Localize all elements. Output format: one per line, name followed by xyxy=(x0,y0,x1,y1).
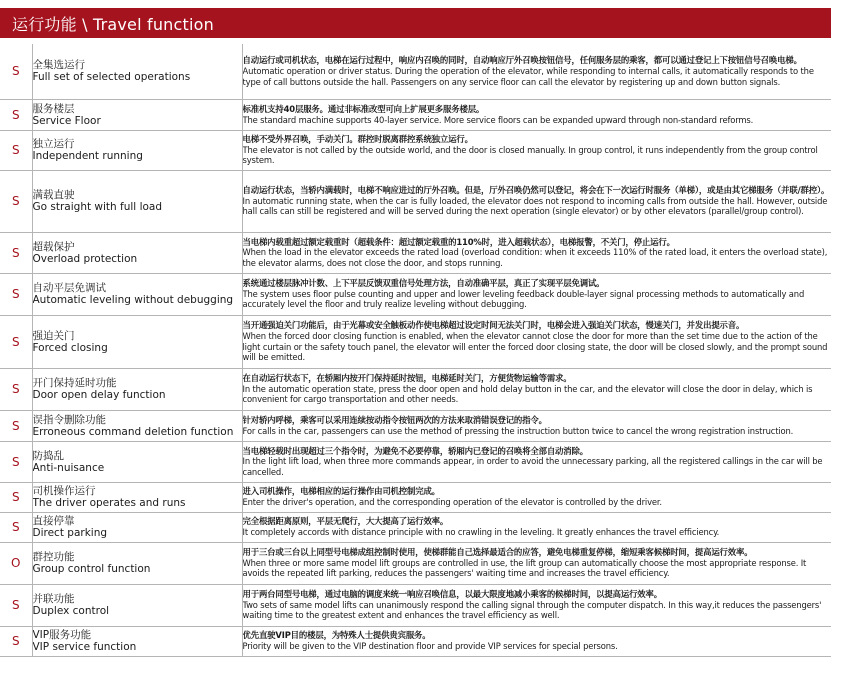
row-name xyxy=(32,368,242,410)
name-en: Service Floor xyxy=(32,114,101,127)
section-title: 运行功能 \ Travel function xyxy=(12,14,214,34)
name-en: Duplex control xyxy=(32,605,110,617)
desc-zh: 优先直驶VIP目的楼层，为特殊人士提供贵宾服务。 xyxy=(242,630,431,641)
name-en: Door open delay function xyxy=(32,389,166,401)
name-zh: 并联功能 xyxy=(32,593,75,605)
table-row xyxy=(0,512,831,542)
table-row xyxy=(0,368,831,410)
row-description xyxy=(242,542,831,584)
row-description xyxy=(242,626,831,656)
desc-zh: 自动运行或司机状态，电梯在运行过程中，响应内召唤的同时，自动响应厅外召唤按钮信号，任何服务层的乘客，都可以通过登记上下按钮信号召唤电梯。 xyxy=(242,55,802,66)
desc-zh: 在自动运行状态下，在轿厢内按开门保持延时按钮，电梯延时关门，方便货物运输等需求。 xyxy=(242,373,572,384)
desc-en: When the forced door closing function is enabled, when the elevator cannot close the door for more than the set time due to the action of the light curtain or the safety touch panel, the elevator will enter the forced door closing state, the door will be closed slowly, and the prompt sound will be emitted. xyxy=(242,330,828,363)
desc-en: When three or more same model lift groups are controlled in use, the lift group can automatically choose the most appropriate response. It avoids the repeated lift parking, reduces the passengers' waiting time and increases the travel efficiency. xyxy=(242,557,807,579)
table-row xyxy=(0,273,831,315)
name-zh: VIP服务功能 xyxy=(32,629,92,641)
name-zh: 强迫关门 xyxy=(32,329,75,342)
desc-en: Two sets of same model lifts can unanimously respond the calling signal through the computer dispatch. In this way,it reduces the passengers' waiting time to the greatest extent and enhances the travel efficiency as well. xyxy=(242,599,822,621)
row-description xyxy=(242,130,831,170)
row-code: S xyxy=(0,44,32,99)
row-description xyxy=(242,170,831,232)
row-description xyxy=(242,410,831,441)
name-zh: 服务楼层 xyxy=(32,102,75,115)
row-description xyxy=(242,99,831,130)
name-en: Full set of selected operations xyxy=(32,71,191,84)
name-zh: 开门保持延时功能 xyxy=(32,377,117,389)
row-name xyxy=(32,130,242,170)
desc-zh: 当开通强迫关门功能后，由于光幕或安全触板动作使电梯超过设定时间无法关门时，电梯会进入强迫关门状态，慢速关门，并发出提示音。 xyxy=(242,320,745,331)
row-name xyxy=(32,273,242,315)
row-name xyxy=(32,512,242,542)
desc-en: For calls in the car, passengers can use the method of pressing the instruction button twice to cancel the wrong registration instruction. xyxy=(242,425,794,436)
desc-en: When the load in the elevator exceeds the rated load (overload condition: when it exceeds 110% of the rated load, it enters the overload state), the elevator alarms, does not close the door, and stops running. xyxy=(242,247,828,268)
row-name xyxy=(32,410,242,441)
desc-zh: 当电梯轻载时出现超过三个指令时，为避免不必要停靠，轿厢内已登记的召唤将全部自动消除。 xyxy=(242,445,588,456)
row-description xyxy=(242,512,831,542)
desc-en: The system uses floor pulse counting and upper and lower leveling feedback double-layer signal processing methods to automatically and accurately level the floor and truly realize leveling without debugging. xyxy=(242,288,805,310)
table-row xyxy=(0,315,831,368)
row-code: O xyxy=(0,542,32,584)
row-description xyxy=(242,441,831,482)
row-name xyxy=(32,482,242,512)
name-zh: 防捣乱 xyxy=(32,449,64,462)
name-zh: 误指令删除功能 xyxy=(32,413,106,426)
row-name xyxy=(32,542,242,584)
name-en: Go straight with full load xyxy=(32,201,163,213)
row-code: S xyxy=(0,441,32,482)
desc-zh: 用于三台或三台以上同型号电梯成组控制时使用，使梯群能自己选择最适合的应答，避免电梯重复停梯，缩短乘客候梯时间，提高运行效率。 xyxy=(242,547,753,558)
row-description xyxy=(242,584,831,626)
row-name xyxy=(32,626,242,656)
name-zh: 直接停靠 xyxy=(32,515,75,527)
row-description xyxy=(242,315,831,368)
desc-en: Priority will be given to the VIP destination floor and provide VIP services for special persons. xyxy=(242,641,618,651)
desc-zh: 完全根据距离原则，平层无爬行，大大提高了运行效率。 xyxy=(242,516,449,527)
row-code: S xyxy=(0,99,32,130)
name-zh: 司机操作运行 xyxy=(32,485,96,497)
desc-zh: 用于两台同型号电梯，通过电脑的调度来统一响应召唤信息，以最大限度地减小乘客的候梯时间，以提高运行效率。 xyxy=(242,589,662,600)
row-code: S xyxy=(0,273,32,315)
row-name xyxy=(32,170,242,232)
table-row xyxy=(0,441,831,482)
name-zh: 满载直驶 xyxy=(32,189,75,201)
row-code: S xyxy=(0,584,32,626)
desc-en: In the automatic operation state, press the door open and hold delay button in the car, and the elevator will close the door in delay, which is convenient for cargo transportation and other needs. xyxy=(242,383,813,405)
desc-en: Enter the driver's operation, and the corresponding operation of the elevator is controlled by the driver. xyxy=(242,497,662,507)
row-name xyxy=(32,315,242,368)
name-en: Anti-nuisance xyxy=(32,461,105,474)
desc-zh: 自动运行状态，当轿内满载时，电梯不响应进过的厅外召唤。但是，厅外召唤仍然可以登记，将会在下一次运行时服务（单梯），或是由其它梯服务（并联/群控）。 xyxy=(242,185,830,196)
row-code: S xyxy=(0,512,32,542)
desc-zh: 电梯不受外界召唤，手动关门。群控时脱离群控系统独立运行。 xyxy=(242,134,473,145)
row-name xyxy=(32,44,242,99)
desc-en: The standard machine supports 40-layer service. More service floors can be expanded upward through non-standard reforms. xyxy=(242,114,754,125)
name-en: Direct parking xyxy=(32,527,108,539)
name-en: Overload protection xyxy=(32,252,138,265)
table-row xyxy=(0,99,831,130)
function-table-body xyxy=(0,44,831,656)
row-code: S xyxy=(0,315,32,368)
desc-en: The elevator is not called by the outside world, and the door is closed manually. In group control, it runs independently from the group control system. xyxy=(242,144,818,166)
name-en: VIP service function xyxy=(32,641,137,653)
name-en: The driver operates and runs xyxy=(32,497,186,509)
desc-en: In the light lift load, when three more commands appear, in order to avoid the unnecessary parking, all the registered callings in the car will be cancelled. xyxy=(242,456,823,477)
table-row xyxy=(0,130,831,170)
desc-zh: 针对轿内呼梯，乘客可以采用连续按动指令按钮两次的方法来取消错误登记的指令。 xyxy=(242,414,547,425)
row-code: S xyxy=(0,368,32,410)
name-en: Automatic leveling without debugging xyxy=(32,294,234,306)
row-name xyxy=(32,441,242,482)
table-row xyxy=(0,170,831,232)
table-row xyxy=(0,44,831,99)
desc-en: It completely accords with distance principle with no crawling in the leveling. It greatly enhances the travel efficiency. xyxy=(242,527,720,537)
name-en: Group control function xyxy=(32,563,151,575)
table-row xyxy=(0,542,831,584)
function-table xyxy=(0,44,831,657)
desc-zh: 进入司机操作，电梯相应的运行操作由司机控制完成。 xyxy=(242,486,440,497)
row-code: S xyxy=(0,170,32,232)
table-row xyxy=(0,232,831,273)
table-row xyxy=(0,626,831,656)
desc-zh: 当电梯内载重超过额定载重时（超载条件：超过额定载重的110%时，进入超载状态），电梯报警，不关门，停止运行。 xyxy=(242,236,675,247)
row-description xyxy=(242,482,831,512)
name-zh: 独立运行 xyxy=(32,138,75,150)
name-en: Independent running xyxy=(32,150,143,162)
row-code: S xyxy=(0,130,32,170)
row-description xyxy=(242,368,831,410)
name-en: Erroneous command deletion function xyxy=(32,425,234,438)
row-description xyxy=(242,273,831,315)
section-header xyxy=(0,8,831,38)
row-name xyxy=(32,99,242,130)
row-name xyxy=(32,584,242,626)
row-code: S xyxy=(0,410,32,441)
table-row xyxy=(0,410,831,441)
name-zh: 群控功能 xyxy=(32,551,75,563)
name-zh: 自动平层免调试 xyxy=(32,282,106,294)
row-description xyxy=(242,44,831,99)
row-name xyxy=(32,232,242,273)
desc-zh: 系统通过楼层脉冲计数、上下平层反馈双重信号处理方法，自动准确平层，真正了实现平层免调试。 xyxy=(242,278,605,289)
name-en: Forced closing xyxy=(32,341,108,354)
name-zh: 超载保护 xyxy=(32,240,75,253)
row-code: S xyxy=(0,482,32,512)
row-code: S xyxy=(0,626,32,656)
desc-en: In automatic running state, when the car is fully loaded, the elevator does not respond to incoming calls from outside the hall. However, outside hall calls can still be registered and will be served during the next operation (single elevator) or by other elevators (parallel/group control). xyxy=(242,195,828,217)
desc-en: Automatic operation or driver status. During the operation of the elevator, while responding to internal calls, it automatically responds to the type of call buttons outside the hall. Passengers on any service floor can call the elevator by registering up and down button signals. xyxy=(242,65,814,87)
table-row xyxy=(0,482,831,512)
table-row xyxy=(0,584,831,626)
row-code: S xyxy=(0,232,32,273)
row-description xyxy=(242,232,831,273)
name-zh: 全集选运行 xyxy=(32,59,85,72)
desc-zh: 标准机支持40层服务。通过非标准改型可向上扩展更多服务楼层。 xyxy=(242,103,485,114)
